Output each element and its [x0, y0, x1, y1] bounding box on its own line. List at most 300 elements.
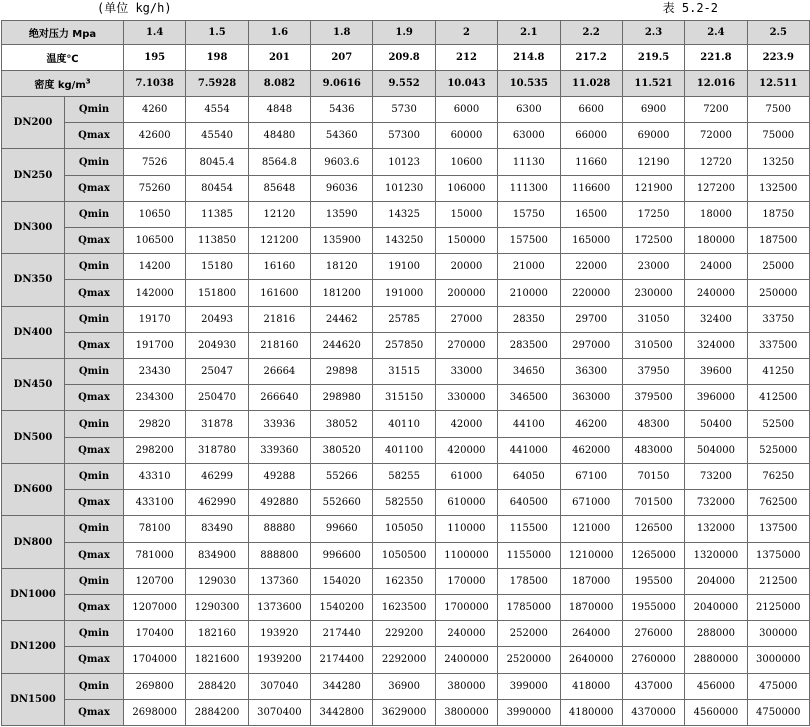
qmin-value: 73200	[685, 463, 747, 489]
table-row	[2, 621, 810, 647]
qmax-value: 298980	[311, 385, 373, 411]
qmax-label: Qmax	[65, 647, 124, 673]
qmin-value: 193920	[248, 621, 310, 647]
qmin-value: 264000	[560, 621, 622, 647]
density-label-superscript: 3	[85, 77, 91, 86]
qmin-value: 49288	[248, 463, 310, 489]
qmin-value: 26664	[248, 359, 310, 385]
qmax-value: 244620	[311, 332, 373, 358]
dn-size-label: DN250	[2, 149, 65, 201]
qmin-value: 187000	[560, 568, 622, 594]
qmin-value: 6300	[498, 97, 560, 123]
qmax-value: 1050500	[373, 542, 435, 568]
density-value: 7.5928	[186, 71, 248, 97]
qmin-value: 121000	[560, 516, 622, 542]
qmax-value: 462000	[560, 437, 622, 463]
dn-size-label: DN200	[2, 97, 65, 149]
qmin-value: 212500	[747, 568, 809, 594]
qmax-value: 4560000	[685, 699, 747, 725]
qmax-value: 1265000	[622, 542, 684, 568]
qmax-value: 106500	[124, 228, 186, 254]
qmax-value: 420000	[435, 437, 497, 463]
qmin-value: 418000	[560, 673, 622, 699]
qmin-value: 115500	[498, 516, 560, 542]
qmin-value: 7526	[124, 149, 186, 175]
qmin-value: 39600	[685, 359, 747, 385]
qmin-value: 36300	[560, 359, 622, 385]
qmin-value: 162350	[373, 568, 435, 594]
qmax-label: Qmax	[65, 490, 124, 516]
qmin-label: Qmin	[65, 201, 124, 227]
qmin-value: 11660	[560, 149, 622, 175]
dn-size-label: DN600	[2, 463, 65, 515]
temperature-row	[2, 45, 810, 71]
qmax-value: 4180000	[560, 699, 622, 725]
qmax-value: 781000	[124, 542, 186, 568]
qmax-value: 66000	[560, 123, 622, 149]
qmin-value: 78100	[124, 516, 186, 542]
qmax-value: 412500	[747, 385, 809, 411]
qmax-value: 298200	[124, 437, 186, 463]
table-row	[2, 411, 810, 437]
qmin-label: Qmin	[65, 306, 124, 332]
qmin-value: 229200	[373, 621, 435, 647]
qmax-value: 337500	[747, 332, 809, 358]
qmin-value: 58255	[373, 463, 435, 489]
qmin-value: 14325	[373, 201, 435, 227]
table-row	[2, 385, 810, 411]
table-row	[2, 149, 810, 175]
qmax-value: 1320000	[685, 542, 747, 568]
qmax-value: 240000	[685, 280, 747, 306]
qmin-value: 105050	[373, 516, 435, 542]
temperature-value: 207	[311, 45, 373, 71]
qmax-value: 671000	[560, 490, 622, 516]
qmax-value: 266640	[248, 385, 310, 411]
qmin-value: 19170	[124, 306, 186, 332]
qmin-label: Qmin	[65, 254, 124, 280]
qmin-value: 43310	[124, 463, 186, 489]
temperature-value: 219.5	[622, 45, 684, 71]
qmin-value: 217440	[311, 621, 373, 647]
qmax-value: 3629000	[373, 699, 435, 725]
qmax-label: Qmax	[65, 332, 124, 358]
qmax-value: 2125000	[747, 594, 809, 620]
table-row	[2, 568, 810, 594]
pressure-value: 2.3	[622, 21, 684, 45]
qmin-value: 182160	[186, 621, 248, 647]
qmin-value: 13250	[747, 149, 809, 175]
qmin-value: 276000	[622, 621, 684, 647]
qmin-value: 70150	[622, 463, 684, 489]
qmax-value: 504000	[685, 437, 747, 463]
dn-size-label: DN500	[2, 411, 65, 463]
qmin-value: 40110	[373, 411, 435, 437]
qmax-label: Qmax	[65, 123, 124, 149]
qmin-value: 46200	[560, 411, 622, 437]
qmax-label: Qmax	[65, 542, 124, 568]
unit-label: (单位 kg/h)	[97, 1, 172, 15]
qmax-label: Qmax	[65, 437, 124, 463]
qmax-value: 297000	[560, 332, 622, 358]
pressure-value: 1.9	[373, 21, 435, 45]
qmin-label: Qmin	[65, 463, 124, 489]
pressure-value: 2.2	[560, 21, 622, 45]
qmin-value: 170000	[435, 568, 497, 594]
table-row	[2, 201, 810, 227]
qmax-value: 151800	[186, 280, 248, 306]
qmax-value: 3990000	[498, 699, 560, 725]
table-row	[2, 306, 810, 332]
qmax-value: 701500	[622, 490, 684, 516]
qmin-value: 129030	[186, 568, 248, 594]
qmin-value: 15750	[498, 201, 560, 227]
qmin-value: 154020	[311, 568, 373, 594]
qmax-value: 172500	[622, 228, 684, 254]
qmax-value: 552660	[311, 490, 373, 516]
qmax-value: 732000	[685, 490, 747, 516]
qmin-value: 27000	[435, 306, 497, 332]
density-value: 7.1038	[124, 71, 186, 97]
density-label	[2, 71, 124, 97]
qmax-value: 181200	[311, 280, 373, 306]
qmin-value: 307040	[248, 673, 310, 699]
qmax-value: 75000	[747, 123, 809, 149]
qmax-value: 2640000	[560, 647, 622, 673]
qmin-value: 48300	[622, 411, 684, 437]
qmin-value: 288000	[685, 621, 747, 647]
qmax-value: 401100	[373, 437, 435, 463]
table-row	[2, 490, 810, 516]
qmin-value: 25047	[186, 359, 248, 385]
qmax-value: 2698000	[124, 699, 186, 725]
qmin-value: 44100	[498, 411, 560, 437]
qmax-value: 1704000	[124, 647, 186, 673]
qmax-value: 101230	[373, 175, 435, 201]
qmin-value: 178500	[498, 568, 560, 594]
qmax-value: 121900	[622, 175, 684, 201]
qmin-value: 8564.8	[248, 149, 310, 175]
qmin-value: 88880	[248, 516, 310, 542]
qmax-value: 1100000	[435, 542, 497, 568]
qmin-value: 41250	[747, 359, 809, 385]
temperature-value: 195	[124, 45, 186, 71]
qmin-value: 6000	[435, 97, 497, 123]
qmin-value: 4848	[248, 97, 310, 123]
density-value: 9.0616	[311, 71, 373, 97]
qmax-value: 483000	[622, 437, 684, 463]
table-row	[2, 673, 810, 699]
qmax-value: 363000	[560, 385, 622, 411]
qmax-value: 85648	[248, 175, 310, 201]
qmax-value: 2400000	[435, 647, 497, 673]
dn-size-label: DN450	[2, 359, 65, 411]
qmax-value: 462990	[186, 490, 248, 516]
qmax-value: 1375000	[747, 542, 809, 568]
qmax-value: 3800000	[435, 699, 497, 725]
qmin-value: 21816	[248, 306, 310, 332]
qmin-value: 31515	[373, 359, 435, 385]
qmin-value: 99660	[311, 516, 373, 542]
qmax-value: 48480	[248, 123, 310, 149]
dn-size-label: DN800	[2, 516, 65, 568]
qmax-label: Qmax	[65, 175, 124, 201]
qmin-value: 31878	[186, 411, 248, 437]
table-row	[2, 437, 810, 463]
pressure-value: 2.4	[685, 21, 747, 45]
qmin-value: 204000	[685, 568, 747, 594]
pressure-value: 1.6	[248, 21, 310, 45]
qmin-label: Qmin	[65, 359, 124, 385]
qmin-value: 42000	[435, 411, 497, 437]
density-row	[2, 71, 810, 97]
qmin-value: 29898	[311, 359, 373, 385]
qmax-value: 127200	[685, 175, 747, 201]
qmin-value: 344280	[311, 673, 373, 699]
qmax-value: 106000	[435, 175, 497, 201]
density-value: 10.535	[498, 71, 560, 97]
qmax-value: 257850	[373, 332, 435, 358]
qmax-value: 582550	[373, 490, 435, 516]
qmin-value: 120700	[124, 568, 186, 594]
qmin-value: 8045.4	[186, 149, 248, 175]
density-label-text: 密度 kg/m	[34, 80, 86, 92]
qmax-value: 310500	[622, 332, 684, 358]
qmin-value: 28350	[498, 306, 560, 332]
temperature-value: 209.8	[373, 45, 435, 71]
density-value: 12.016	[685, 71, 747, 97]
pressure-value: 1.8	[311, 21, 373, 45]
qmin-value: 36900	[373, 673, 435, 699]
qmin-value: 21000	[498, 254, 560, 280]
qmax-value: 324000	[685, 332, 747, 358]
qmax-value: 492880	[248, 490, 310, 516]
qmax-value: 1785000	[498, 594, 560, 620]
qmin-value: 6600	[560, 97, 622, 123]
qmax-value: 54360	[311, 123, 373, 149]
pressure-value: 2	[435, 21, 497, 45]
qmax-value: 330000	[435, 385, 497, 411]
temperature-value: 223.9	[747, 45, 809, 71]
qmin-value: 15000	[435, 201, 497, 227]
qmin-value: 38052	[311, 411, 373, 437]
qmin-value: 9603.6	[311, 149, 373, 175]
density-value: 11.028	[560, 71, 622, 97]
qmax-value: 3000000	[747, 647, 809, 673]
table-row	[2, 97, 810, 123]
qmin-value: 269800	[124, 673, 186, 699]
qmax-value: 3442800	[311, 699, 373, 725]
qmin-label: Qmin	[65, 568, 124, 594]
flow-range-table	[1, 20, 810, 726]
table-row	[2, 699, 810, 725]
qmax-value: 116600	[560, 175, 622, 201]
qmax-value: 762500	[747, 490, 809, 516]
qmin-label: Qmin	[65, 411, 124, 437]
table-row	[2, 516, 810, 542]
qmin-value: 240000	[435, 621, 497, 647]
temperature-value: 201	[248, 45, 310, 71]
qmin-value: 76250	[747, 463, 809, 489]
temperature-label: 温度℃	[2, 45, 124, 71]
qmax-value: 143250	[373, 228, 435, 254]
qmin-value: 32400	[685, 306, 747, 332]
density-value: 8.082	[248, 71, 310, 97]
qmin-value: 12720	[685, 149, 747, 175]
qmax-value: 1700000	[435, 594, 497, 620]
qmin-value: 126500	[622, 516, 684, 542]
qmin-value: 137500	[747, 516, 809, 542]
temperature-value: 198	[186, 45, 248, 71]
dn-size-label: DN350	[2, 254, 65, 306]
table-row	[2, 594, 810, 620]
qmin-label: Qmin	[65, 516, 124, 542]
table-row	[2, 647, 810, 673]
qmax-value: 113850	[186, 228, 248, 254]
qmax-value: 121200	[248, 228, 310, 254]
qmax-value: 339360	[248, 437, 310, 463]
qmax-value: 161600	[248, 280, 310, 306]
table-row	[2, 332, 810, 358]
qmax-value: 45540	[186, 123, 248, 149]
qmax-value: 1939200	[248, 647, 310, 673]
dn-size-label: DN400	[2, 306, 65, 358]
qmax-value: 69000	[622, 123, 684, 149]
qmin-value: 64050	[498, 463, 560, 489]
qmin-value: 29700	[560, 306, 622, 332]
qmax-value: 142000	[124, 280, 186, 306]
qmax-value: 1373600	[248, 594, 310, 620]
qmin-value: 67100	[560, 463, 622, 489]
qmax-value: 3070400	[248, 699, 310, 725]
qmin-value: 13590	[311, 201, 373, 227]
qmin-value: 7200	[685, 97, 747, 123]
qmax-value: 834900	[186, 542, 248, 568]
qmax-value: 996600	[311, 542, 373, 568]
qmax-value: 165000	[560, 228, 622, 254]
qmin-value: 83490	[186, 516, 248, 542]
qmin-value: 23000	[622, 254, 684, 280]
qmax-value: 396000	[685, 385, 747, 411]
density-value: 11.521	[622, 71, 684, 97]
table-row	[2, 463, 810, 489]
qmin-value: 456000	[685, 673, 747, 699]
qmax-value: 1210000	[560, 542, 622, 568]
qmax-value: 2174400	[311, 647, 373, 673]
table-row	[2, 280, 810, 306]
qmin-value: 46299	[186, 463, 248, 489]
temperature-value: 217.2	[560, 45, 622, 71]
qmin-value: 33936	[248, 411, 310, 437]
table-row	[2, 228, 810, 254]
qmax-value: 1821600	[186, 647, 248, 673]
qmax-value: 191700	[124, 332, 186, 358]
table-row	[2, 359, 810, 385]
qmax-value: 1207000	[124, 594, 186, 620]
qmin-value: 52500	[747, 411, 809, 437]
density-value: 10.043	[435, 71, 497, 97]
qmin-value: 252000	[498, 621, 560, 647]
qmax-value: 2040000	[685, 594, 747, 620]
qmax-value: 441000	[498, 437, 560, 463]
qmax-value: 132500	[747, 175, 809, 201]
qmax-value: 191000	[373, 280, 435, 306]
qmin-value: 110000	[435, 516, 497, 542]
qmax-value: 210000	[498, 280, 560, 306]
qmin-value: 18120	[311, 254, 373, 280]
table-body	[2, 21, 810, 726]
qmin-value: 5436	[311, 97, 373, 123]
qmin-value: 12120	[248, 201, 310, 227]
qmax-value: 4750000	[747, 699, 809, 725]
qmin-value: 6900	[622, 97, 684, 123]
caption-row	[0, 0, 810, 20]
qmin-value: 137360	[248, 568, 310, 594]
qmax-value: 218160	[248, 332, 310, 358]
qmin-value: 16500	[560, 201, 622, 227]
qmin-value: 437000	[622, 673, 684, 699]
density-value: 12.511	[747, 71, 809, 97]
qmin-value: 33750	[747, 306, 809, 332]
qmax-value: 1155000	[498, 542, 560, 568]
qmax-value: 200000	[435, 280, 497, 306]
qmin-value: 33000	[435, 359, 497, 385]
qmax-value: 150000	[435, 228, 497, 254]
qmin-value: 15180	[186, 254, 248, 280]
table-row	[2, 175, 810, 201]
qmin-value: 5730	[373, 97, 435, 123]
qmin-value: 25000	[747, 254, 809, 280]
qmin-value: 25785	[373, 306, 435, 332]
qmax-value: 610000	[435, 490, 497, 516]
qmax-label: Qmax	[65, 280, 124, 306]
qmax-value: 57300	[373, 123, 435, 149]
qmax-value: 2880000	[685, 647, 747, 673]
qmin-value: 17250	[622, 201, 684, 227]
qmax-value: 433100	[124, 490, 186, 516]
qmax-value: 346500	[498, 385, 560, 411]
dn-size-label: DN300	[2, 201, 65, 253]
qmin-label: Qmin	[65, 621, 124, 647]
qmax-value: 315150	[373, 385, 435, 411]
temperature-value: 221.8	[685, 45, 747, 71]
qmax-label: Qmax	[65, 699, 124, 725]
qmin-value: 23430	[124, 359, 186, 385]
qmax-value: 63000	[498, 123, 560, 149]
qmin-value: 10600	[435, 149, 497, 175]
qmax-value: 4370000	[622, 699, 684, 725]
qmin-value: 10650	[124, 201, 186, 227]
pressure-value: 1.4	[124, 21, 186, 45]
qmax-value: 180000	[685, 228, 747, 254]
qmin-value: 475000	[747, 673, 809, 699]
qmax-value: 75260	[124, 175, 186, 201]
table-row	[2, 542, 810, 568]
qmax-value: 379500	[622, 385, 684, 411]
qmax-value: 2520000	[498, 647, 560, 673]
qmin-value: 19100	[373, 254, 435, 280]
qmax-value: 42600	[124, 123, 186, 149]
qmin-value: 20493	[186, 306, 248, 332]
pressure-label: 绝对压力 Mpa	[2, 21, 124, 45]
qmax-value: 234300	[124, 385, 186, 411]
qmin-value: 4260	[124, 97, 186, 123]
qmax-value: 60000	[435, 123, 497, 149]
temperature-value: 212	[435, 45, 497, 71]
qmin-value: 29820	[124, 411, 186, 437]
qmin-value: 61000	[435, 463, 497, 489]
pressure-value: 2.1	[498, 21, 560, 45]
